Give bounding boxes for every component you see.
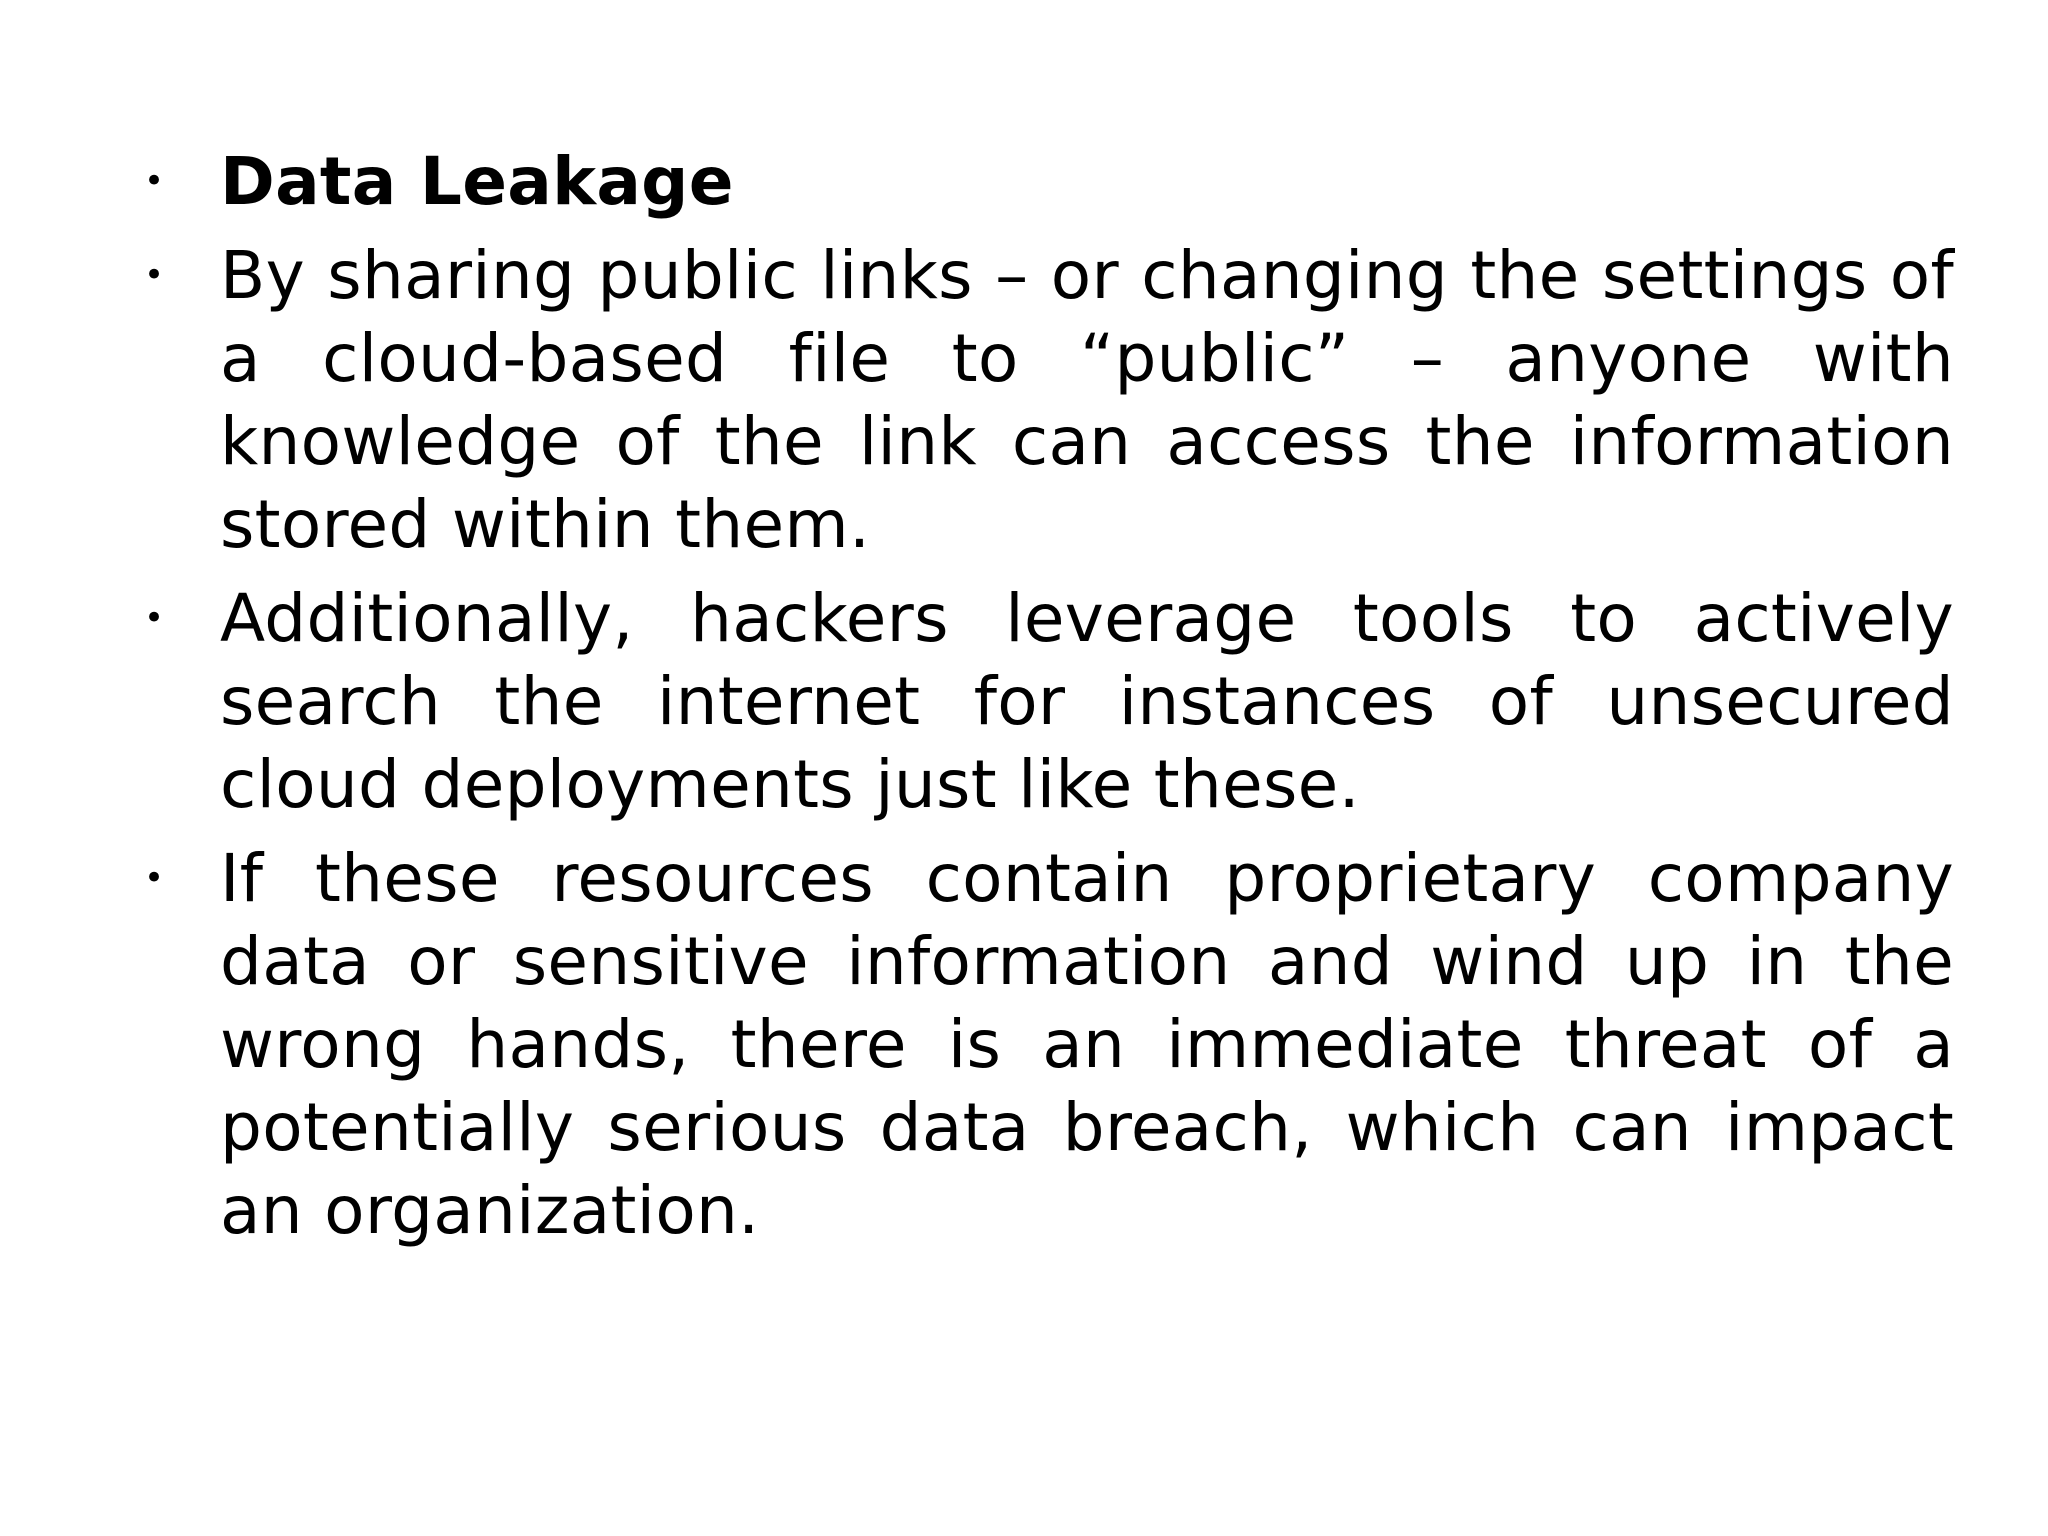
bullet-text-breach: If these resources contain proprietary company data or sensitive information and wind up in the wrong hands, there is an immediate threat of a potentially serious data breach, which can impact an organization. [220,840,1954,1249]
bullet-dot-icon: • [144,858,165,898]
bullet-item-public-links [144,234,1954,566]
bullet-item-breach [144,837,1954,1252]
bullet-text-public-links: By sharing public links – or changing the settings of a cloud-based file to “public” – anyone with knowledge of the link can access the information stored within them. [220,237,1954,563]
bullet-list [144,140,1954,1263]
bullet-dot-icon: • [144,255,165,295]
heading-data-leakage: Data Leakage [220,143,734,220]
bullet-item-hackers [144,577,1954,826]
bullet-item-heading [144,140,1954,223]
bullet-dot-icon: • [144,161,165,201]
bullet-dot-icon: • [144,598,165,638]
bullet-text-hackers: Additionally, hackers leverage tools to actively search the internet for instances of unsecured cloud deployments just like these. [220,580,1954,823]
